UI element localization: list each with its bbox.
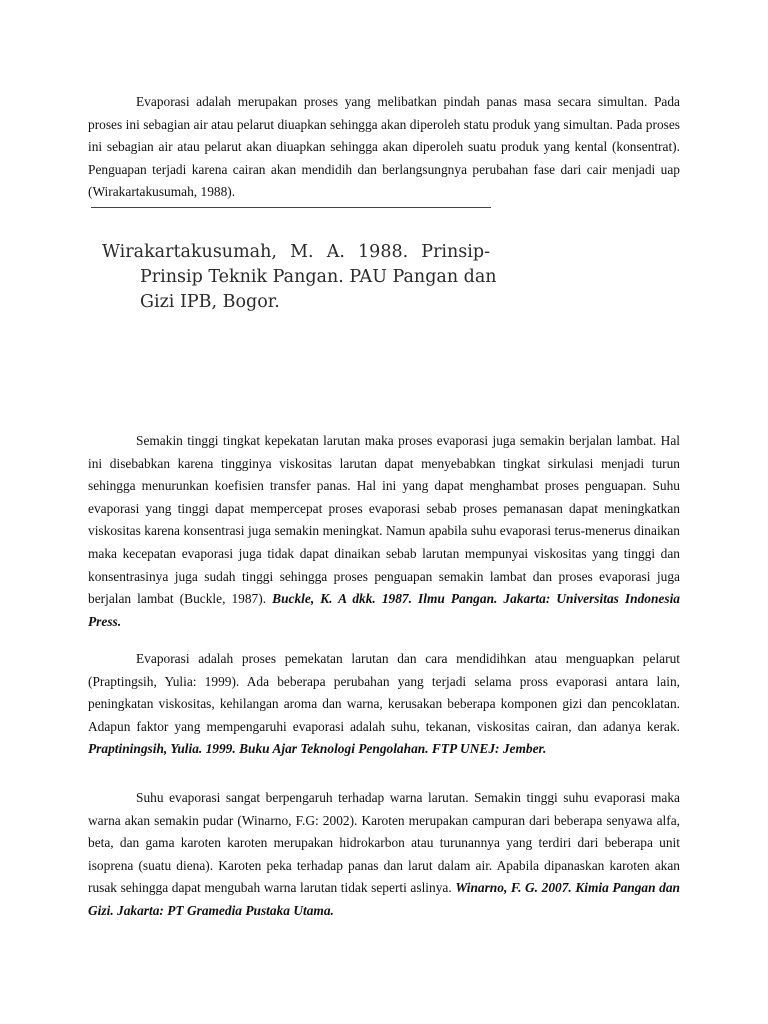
scanned-reference-part: M.: [290, 242, 314, 262]
paragraph-suhu-warna: [88, 787, 680, 923]
paragraph-text: Semakin tinggi tingkat kepekatan larutan maka proses evaporasi juga semakin berjalan lambat. Hal ini disebabkan karena tingginya viskositas larutan dapat menyebabkan tingkat sirkulasi menjadi turun sehingga menurunkan koefisien transfer panas. Hal ini yang dapat menghambat proses penguapan. Suhu evaporasi yang tinggi dapat mempercepat proses evaporasi sebab proses pemanasan dapat meningkatkan viskositas karena konsentrasi juga semakin meningkat. Namun apabila suhu evaporasi terus-menerus dinaikan maka kecepatan evaporasi juga tidak dapat dinaikan sebab larutan mempunyai viskositas yang tinggi dan konsentrasinya juga sudah tinggi sehingga proses penguapan semakin lambat dan proses evaporasi juga berjalan lambat (Buckle, 1987).: [88, 433, 680, 607]
paragraph-text: Evaporasi adalah merupakan proses yang melibatkan pindah panas masa secara simultan. Pada proses ini sebagian air atau pelarut diuapkan sehingga akan diperoleh statu produk yang simultan. Pada proses ini sebagian air atau pelarut akan diuapkan sehingga akan diperoleh suatu produk yang kental (konsentrat). Penguapan terjadi karena cairan akan mendidih dan berlangsungnya perubahan fase dari cair menjadi uap (Wirakartakusumah, 1988).: [88, 94, 680, 200]
footnote-divider: [91, 207, 491, 208]
scanned-reference-line: Gizi IPB, Bogor.: [140, 292, 280, 312]
scanned-reference-line: Prinsip Teknik Pangan. PAU Pangan dan: [140, 267, 497, 287]
paragraph-pemekatan-larutan: [88, 648, 680, 761]
paragraph-evaporasi-definition: [88, 91, 680, 204]
inline-reference: Praptiningsih, Yulia. 1999. Buku Ajar Teknologi Pengolahan. FTP UNEJ: Jember.: [88, 741, 547, 757]
paragraph-kepekatan-larutan: [88, 430, 680, 633]
scanned-reference-part: 1988.: [358, 242, 409, 262]
inline-reference: Buckle, K. A dkk. 1987. Ilmu Pangan. Jakarta: Universitas Indonesia Press.: [88, 591, 680, 629]
scanned-reference-image: [102, 240, 522, 315]
scanned-reference-part: Prinsip-: [421, 242, 490, 262]
inline-reference: Winarno, F. G. 2007. Kimia Pangan dan Gizi. Jakarta: PT Gramedia Pustaka Utama.: [88, 880, 680, 918]
scanned-reference-part: A.: [326, 242, 345, 262]
scanned-reference-line: [102, 240, 490, 265]
scanned-reference-part: Wirakartakusumah,: [102, 242, 277, 262]
paragraph-text: Evaporasi adalah proses pemekatan larutan dan cara mendidihkan atau menguapkan pelarut (Praptingsih, Yulia: 1999). Ada beberapa perubahan yang terjadi selama pross evaporasi antara lain, peningkatan viskositas, kehilangan aroma dan warna, kerusakan beberapa komponen gizi dan pencoklatan. Adapun faktor yang mempengaruhi evaporasi adalah suhu, tekanan, viskositas cairan, dan adanya kerak.: [88, 651, 680, 734]
paragraph-text: Suhu evaporasi sangat berpengaruh terhadap warna larutan. Semakin tinggi suhu evaporasi maka warna akan semakin pudar (Winarno, F.G: 2002). Karoten merupakan campuran dari beberapa senyawa alfa, beta, dan gama karoten karoten merupakan hidrokarbon atau turunannya yang terdiri dari beberapa unit isoprena (suatu diena). Karoten peka terhadap panas dan larut dalam air. Apabila dipanaskan karoten akan rusak sehingga dapat mengubah warna larutan tidak seperti aslinya.: [88, 790, 680, 896]
